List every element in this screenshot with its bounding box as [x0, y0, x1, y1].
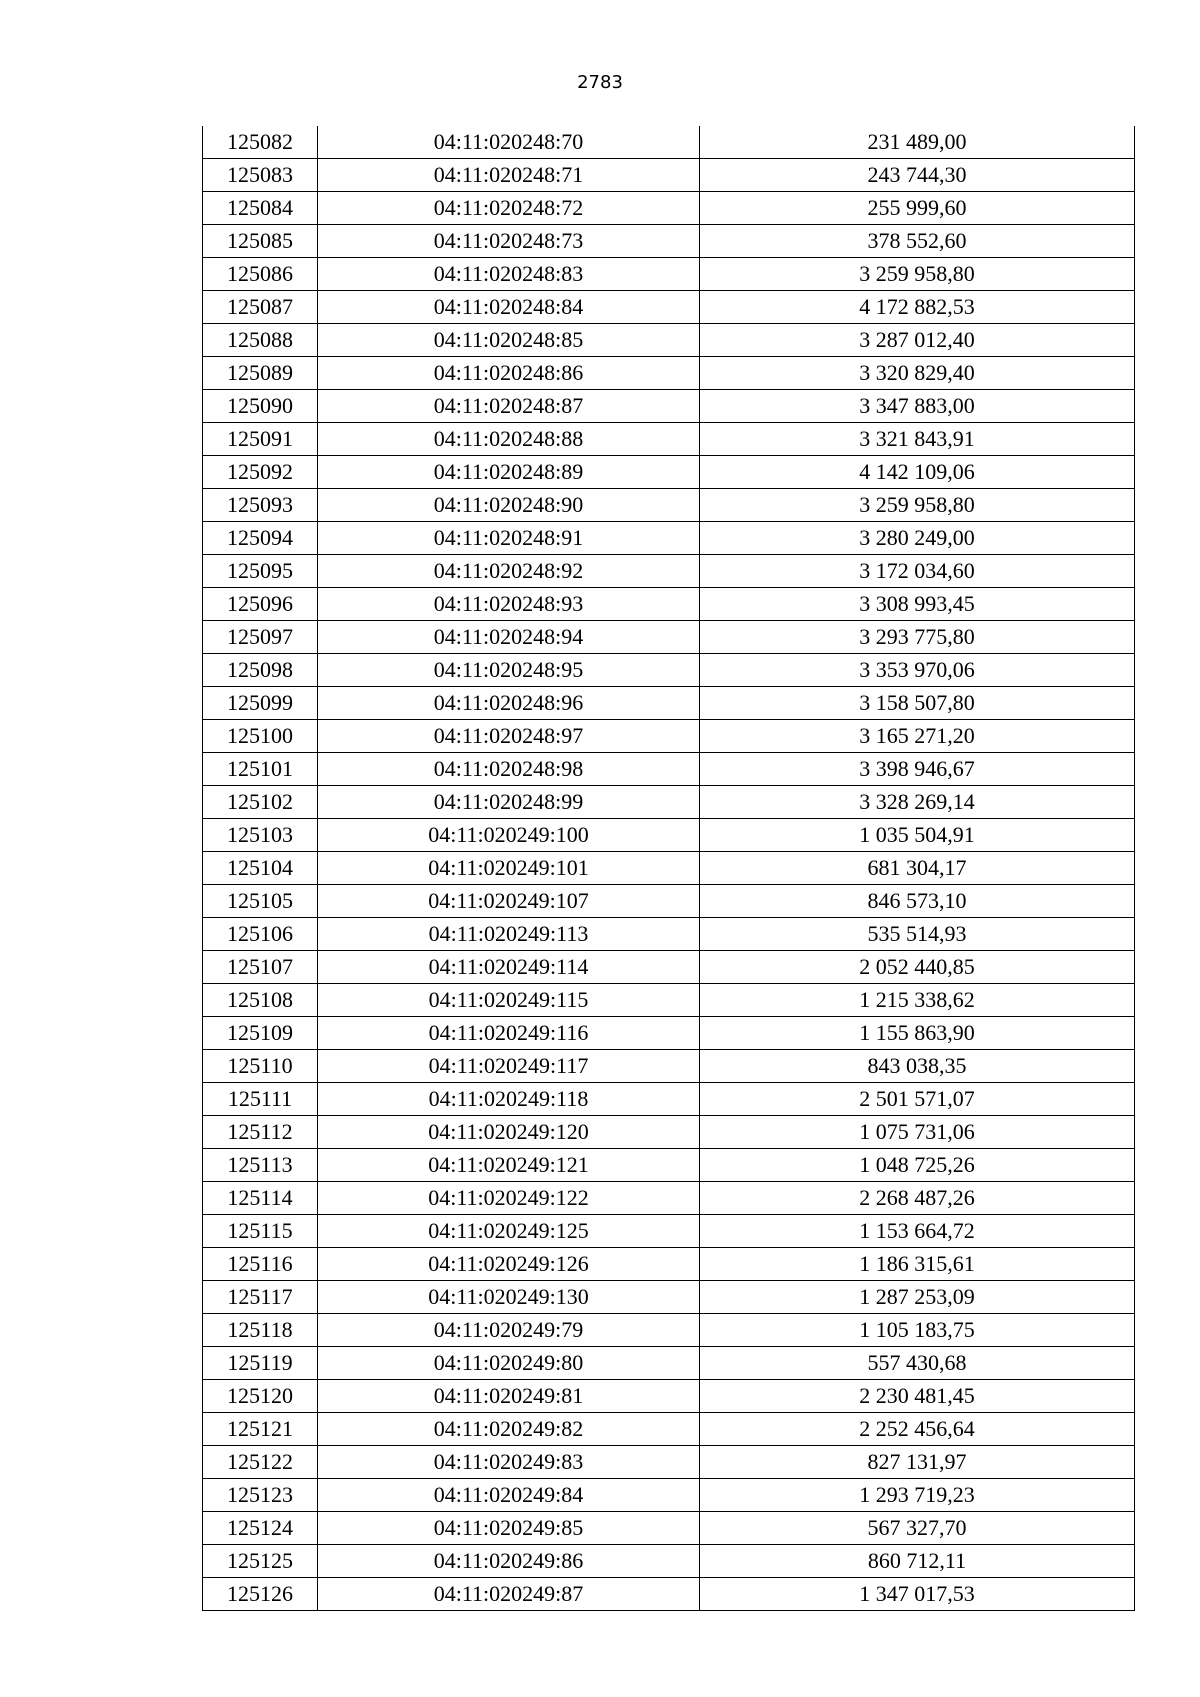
row-number-cell: 125101	[203, 753, 318, 786]
cadastral-value-cell: 1 075 731,06	[700, 1116, 1135, 1149]
table-row	[203, 126, 1135, 159]
cadastral-number-cell: 04:11:020248:87	[318, 390, 700, 423]
cadastral-value-table	[202, 126, 1135, 1611]
table-row	[203, 588, 1135, 621]
row-number-cell: 125111	[203, 1083, 318, 1116]
table-row	[203, 324, 1135, 357]
cadastral-number-cell: 04:11:020249:114	[318, 951, 700, 984]
table-row	[203, 225, 1135, 258]
row-number-cell: 125099	[203, 687, 318, 720]
row-number-cell: 125097	[203, 621, 318, 654]
cadastral-number-cell: 04:11:020249:82	[318, 1413, 700, 1446]
table-row	[203, 1182, 1135, 1215]
cadastral-value-cell: 3 172 034,60	[700, 555, 1135, 588]
row-number-cell: 125091	[203, 423, 318, 456]
cadastral-number-cell: 04:11:020249:125	[318, 1215, 700, 1248]
table-row	[203, 951, 1135, 984]
table-row	[203, 1347, 1135, 1380]
table-row	[203, 1446, 1135, 1479]
table-row	[203, 1512, 1135, 1545]
cadastral-value-cell: 3 353 970,06	[700, 654, 1135, 687]
row-number-cell: 125096	[203, 588, 318, 621]
row-number-cell: 125090	[203, 390, 318, 423]
cadastral-number-cell: 04:11:020248:92	[318, 555, 700, 588]
row-number-cell: 125124	[203, 1512, 318, 1545]
table-row	[203, 291, 1135, 324]
row-number-cell: 125108	[203, 984, 318, 1017]
cadastral-value-cell: 681 304,17	[700, 852, 1135, 885]
table-row	[203, 621, 1135, 654]
row-number-cell: 125123	[203, 1479, 318, 1512]
cadastral-number-cell: 04:11:020249:116	[318, 1017, 700, 1050]
cadastral-number-cell: 04:11:020248:85	[318, 324, 700, 357]
table-row	[203, 258, 1135, 291]
row-number-cell: 125105	[203, 885, 318, 918]
table-row	[203, 456, 1135, 489]
cadastral-number-cell: 04:11:020248:84	[318, 291, 700, 324]
cadastral-number-cell: 04:11:020249:80	[318, 1347, 700, 1380]
table-row	[203, 1578, 1135, 1611]
table-row	[203, 720, 1135, 753]
cadastral-value-cell: 4 172 882,53	[700, 291, 1135, 324]
cadastral-number-cell: 04:11:020248:71	[318, 159, 700, 192]
cadastral-number-cell: 04:11:020248:90	[318, 489, 700, 522]
table-row	[203, 1248, 1135, 1281]
cadastral-number-cell: 04:11:020249:115	[318, 984, 700, 1017]
cadastral-number-cell: 04:11:020249:87	[318, 1578, 700, 1611]
cadastral-number-cell: 04:11:020249:122	[318, 1182, 700, 1215]
cadastral-value-cell: 843 038,35	[700, 1050, 1135, 1083]
cadastral-value-cell: 2 230 481,45	[700, 1380, 1135, 1413]
cadastral-value-cell: 567 327,70	[700, 1512, 1135, 1545]
cadastral-value-cell: 2 052 440,85	[700, 951, 1135, 984]
table-row	[203, 819, 1135, 852]
cadastral-value-cell: 1 153 664,72	[700, 1215, 1135, 1248]
cadastral-value-cell: 827 131,97	[700, 1446, 1135, 1479]
cadastral-number-cell: 04:11:020249:117	[318, 1050, 700, 1083]
cadastral-number-cell: 04:11:020249:83	[318, 1446, 700, 1479]
row-number-cell: 125120	[203, 1380, 318, 1413]
cadastral-number-cell: 04:11:020249:118	[318, 1083, 700, 1116]
cadastral-value-cell: 243 744,30	[700, 159, 1135, 192]
row-number-cell: 125122	[203, 1446, 318, 1479]
cadastral-number-cell: 04:11:020248:98	[318, 753, 700, 786]
row-number-cell: 125085	[203, 225, 318, 258]
cadastral-number-cell: 04:11:020248:97	[318, 720, 700, 753]
table-row	[203, 753, 1135, 786]
table-row	[203, 423, 1135, 456]
cadastral-number-cell: 04:11:020249:85	[318, 1512, 700, 1545]
cadastral-number-cell: 04:11:020248:99	[318, 786, 700, 819]
cadastral-number-cell: 04:11:020249:100	[318, 819, 700, 852]
table-row	[203, 1380, 1135, 1413]
table-row	[203, 1479, 1135, 1512]
cadastral-value-cell: 2 268 487,26	[700, 1182, 1135, 1215]
cadastral-number-cell: 04:11:020249:121	[318, 1149, 700, 1182]
cadastral-value-cell: 3 347 883,00	[700, 390, 1135, 423]
table-row	[203, 1017, 1135, 1050]
cadastral-number-cell: 04:11:020248:95	[318, 654, 700, 687]
row-number-cell: 125107	[203, 951, 318, 984]
table-row	[203, 555, 1135, 588]
cadastral-number-cell: 04:11:020249:86	[318, 1545, 700, 1578]
row-number-cell: 125102	[203, 786, 318, 819]
cadastral-number-cell: 04:11:020248:83	[318, 258, 700, 291]
table-row	[203, 1149, 1135, 1182]
cadastral-number-cell: 04:11:020248:96	[318, 687, 700, 720]
cadastral-number-cell: 04:11:020248:72	[318, 192, 700, 225]
cadastral-number-cell: 04:11:020249:84	[318, 1479, 700, 1512]
row-number-cell: 125083	[203, 159, 318, 192]
table-row	[203, 489, 1135, 522]
table-row	[203, 1215, 1135, 1248]
table-row	[203, 1413, 1135, 1446]
row-number-cell: 125125	[203, 1545, 318, 1578]
table-row	[203, 984, 1135, 1017]
row-number-cell: 125084	[203, 192, 318, 225]
row-number-cell: 125114	[203, 1182, 318, 1215]
row-number-cell: 125098	[203, 654, 318, 687]
row-number-cell: 125126	[203, 1578, 318, 1611]
cadastral-value-cell: 535 514,93	[700, 918, 1135, 951]
cadastral-number-cell: 04:11:020249:130	[318, 1281, 700, 1314]
cadastral-value-cell: 1 287 253,09	[700, 1281, 1135, 1314]
cadastral-value-cell: 3 293 775,80	[700, 621, 1135, 654]
row-number-cell: 125086	[203, 258, 318, 291]
cadastral-value-cell: 4 142 109,06	[700, 456, 1135, 489]
cadastral-value-cell: 3 259 958,80	[700, 489, 1135, 522]
cadastral-value-cell: 1 215 338,62	[700, 984, 1135, 1017]
cadastral-value-cell: 3 398 946,67	[700, 753, 1135, 786]
cadastral-value-cell: 3 328 269,14	[700, 786, 1135, 819]
row-number-cell: 125106	[203, 918, 318, 951]
cadastral-value-cell: 255 999,60	[700, 192, 1135, 225]
table-row	[203, 687, 1135, 720]
cadastral-value-cell: 2 252 456,64	[700, 1413, 1135, 1446]
cadastral-value-cell: 3 259 958,80	[700, 258, 1135, 291]
table-row	[203, 1281, 1135, 1314]
row-number-cell: 125087	[203, 291, 318, 324]
cadastral-value-cell: 2 501 571,07	[700, 1083, 1135, 1116]
cadastral-value-cell: 3 165 271,20	[700, 720, 1135, 753]
table-row	[203, 1116, 1135, 1149]
table-row	[203, 522, 1135, 555]
cadastral-number-cell: 04:11:020248:88	[318, 423, 700, 456]
cadastral-value-cell: 846 573,10	[700, 885, 1135, 918]
table-row	[203, 1314, 1135, 1347]
row-number-cell: 125116	[203, 1248, 318, 1281]
row-number-cell: 125112	[203, 1116, 318, 1149]
row-number-cell: 125109	[203, 1017, 318, 1050]
cadastral-value-cell: 1 186 315,61	[700, 1248, 1135, 1281]
table-row	[203, 786, 1135, 819]
cadastral-value-cell: 1 347 017,53	[700, 1578, 1135, 1611]
cadastral-value-cell: 231 489,00	[700, 126, 1135, 159]
row-number-cell: 125088	[203, 324, 318, 357]
row-number-cell: 125095	[203, 555, 318, 588]
cadastral-number-cell: 04:11:020249:79	[318, 1314, 700, 1347]
table-row	[203, 1545, 1135, 1578]
row-number-cell: 125119	[203, 1347, 318, 1380]
cadastral-value-cell: 860 712,11	[700, 1545, 1135, 1578]
row-number-cell: 125093	[203, 489, 318, 522]
cadastral-number-cell: 04:11:020248:70	[318, 126, 700, 159]
cadastral-value-cell: 3 280 249,00	[700, 522, 1135, 555]
row-number-cell: 125115	[203, 1215, 318, 1248]
cadastral-value-cell: 378 552,60	[700, 225, 1135, 258]
table-body	[203, 126, 1135, 1611]
cadastral-number-cell: 04:11:020249:126	[318, 1248, 700, 1281]
table-row	[203, 885, 1135, 918]
table-row	[203, 852, 1135, 885]
row-number-cell: 125113	[203, 1149, 318, 1182]
cadastral-value-cell: 1 048 725,26	[700, 1149, 1135, 1182]
cadastral-value-cell: 1 155 863,90	[700, 1017, 1135, 1050]
table-row	[203, 192, 1135, 225]
cadastral-number-cell: 04:11:020249:81	[318, 1380, 700, 1413]
row-number-cell: 125100	[203, 720, 318, 753]
cadastral-number-cell: 04:11:020249:101	[318, 852, 700, 885]
cadastral-number-cell: 04:11:020248:89	[318, 456, 700, 489]
row-number-cell: 125121	[203, 1413, 318, 1446]
cadastral-value-cell: 3 321 843,91	[700, 423, 1135, 456]
row-number-cell: 125118	[203, 1314, 318, 1347]
cadastral-value-cell: 3 287 012,40	[700, 324, 1135, 357]
cadastral-number-cell: 04:11:020249:107	[318, 885, 700, 918]
cadastral-number-cell: 04:11:020248:86	[318, 357, 700, 390]
table-row	[203, 1050, 1135, 1083]
cadastral-number-cell: 04:11:020248:73	[318, 225, 700, 258]
cadastral-value-cell: 3 308 993,45	[700, 588, 1135, 621]
cadastral-value-cell: 3 158 507,80	[700, 687, 1135, 720]
row-number-cell: 125092	[203, 456, 318, 489]
row-number-cell: 125104	[203, 852, 318, 885]
cadastral-value-cell: 1 035 504,91	[700, 819, 1135, 852]
row-number-cell: 125082	[203, 126, 318, 159]
cadastral-number-cell: 04:11:020248:94	[318, 621, 700, 654]
row-number-cell: 125103	[203, 819, 318, 852]
table-row	[203, 357, 1135, 390]
table-row	[203, 918, 1135, 951]
table-row	[203, 390, 1135, 423]
table-row	[203, 159, 1135, 192]
cadastral-value-cell: 557 430,68	[700, 1347, 1135, 1380]
row-number-cell: 125117	[203, 1281, 318, 1314]
cadastral-number-cell: 04:11:020248:93	[318, 588, 700, 621]
table-row	[203, 654, 1135, 687]
row-number-cell: 125110	[203, 1050, 318, 1083]
table-row	[203, 1083, 1135, 1116]
row-number-cell: 125094	[203, 522, 318, 555]
page-number: 2783	[577, 72, 623, 93]
cadastral-value-cell: 3 320 829,40	[700, 357, 1135, 390]
row-number-cell: 125089	[203, 357, 318, 390]
cadastral-number-cell: 04:11:020249:120	[318, 1116, 700, 1149]
cadastral-value-cell: 1 293 719,23	[700, 1479, 1135, 1512]
cadastral-number-cell: 04:11:020249:113	[318, 918, 700, 951]
cadastral-value-cell: 1 105 183,75	[700, 1314, 1135, 1347]
cadastral-number-cell: 04:11:020248:91	[318, 522, 700, 555]
